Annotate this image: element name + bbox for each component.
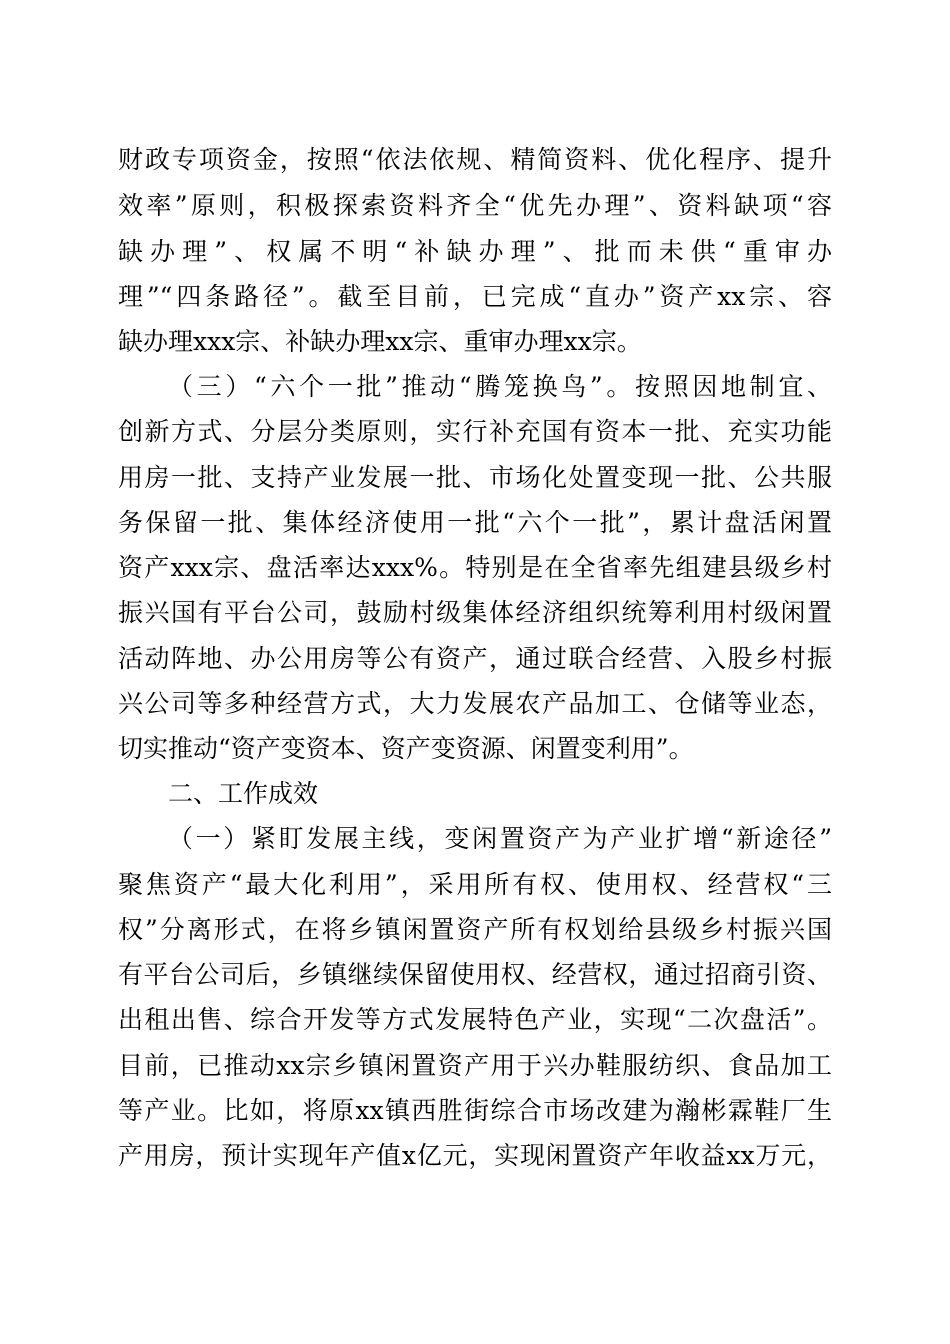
paragraph-3-line-2: 聚焦资产“最大化利用”，采用所有权、使用权、经营权“三 <box>118 870 832 899</box>
paragraph-3-line-1: （一）紧盯发展主线，变闲置资产为产业扩增“新途径” <box>168 824 832 853</box>
paragraph-1-line-2: 效率”原则，积极探索资料齐全“优先办理”、资料缺项“容 <box>118 191 832 220</box>
paragraph-2-line-8: 兴公司等多种经营方式，大力发展农产品加工、仓储等业态， <box>118 689 832 718</box>
paragraph-1-line-1: 财政专项资金，按照“依法依规、精简资料、优化程序、提升 <box>118 145 832 174</box>
paragraph-3-line-4: 有平台公司后，乡镇继续保留使用权、经营权，通过招商引资、 <box>118 960 832 989</box>
paragraph-2-line-9: 切实推动“资产变资本、资产变资源、闲置变利用”。 <box>118 734 694 763</box>
paragraph-3-line-7: 等产业。比如，将原xx镇西胜街综合市场改建为瀚彬霖鞋厂生 <box>118 1096 832 1125</box>
paragraph-2-line-7: 活动阵地、办公用房等公有资产，通过联合经营、入股乡村振 <box>118 644 832 673</box>
paragraph-2-line-1: （三）“六个一批”推动“腾笼换鸟”。按照因地制宜、 <box>168 372 832 401</box>
paragraph-1-line-3: 缺办理”、权属不明“补缺办理”、批而未供“重审办 <box>118 237 832 266</box>
paragraph-2-line-4: 务保留一批、集体经济使用一批“六个一批”，累计盘活闲置 <box>118 508 832 537</box>
paragraph-1-line-4: 理”“四条路径”。截至目前，已完成“直办”资产xx宗、容 <box>118 282 832 311</box>
paragraph-2-line-5: 资产xxx宗、盘活率达xxx%。特别是在全省率先组建县级乡村 <box>118 553 832 582</box>
paragraph-1-line-5: 缺办理xxx宗、补缺办理xx宗、重审办理xx宗。 <box>118 327 642 356</box>
paragraph-2-line-3: 用房一批、支持产业发展一批、市场化处置变现一批、公共服 <box>118 463 832 492</box>
paragraph-3-line-3: 权”分离形式，在将乡镇闲置资产所有权划给县级乡村振兴国 <box>118 915 832 944</box>
paragraph-3-line-6: 目前，已推动xx宗乡镇闲置资产用于兴办鞋服纺织、食品加工 <box>118 1051 832 1080</box>
section-heading: 二、工作成效 <box>168 779 319 808</box>
paragraph-2-line-2: 创新方式、分层分类原则，实行补充国有资本一批、充实功能 <box>118 417 832 446</box>
paragraph-3-line-8: 产用房，预计实现年产值x亿元，实现闲置资产年收益xx万元， <box>118 1141 832 1170</box>
paragraph-2-line-6: 振兴国有平台公司，鼓励村级集体经济组织统筹利用村级闲置 <box>118 598 832 627</box>
paragraph-3-line-5: 出租出售、综合开发等方式发展特色产业，实现“二次盘活”。 <box>118 1005 832 1034</box>
